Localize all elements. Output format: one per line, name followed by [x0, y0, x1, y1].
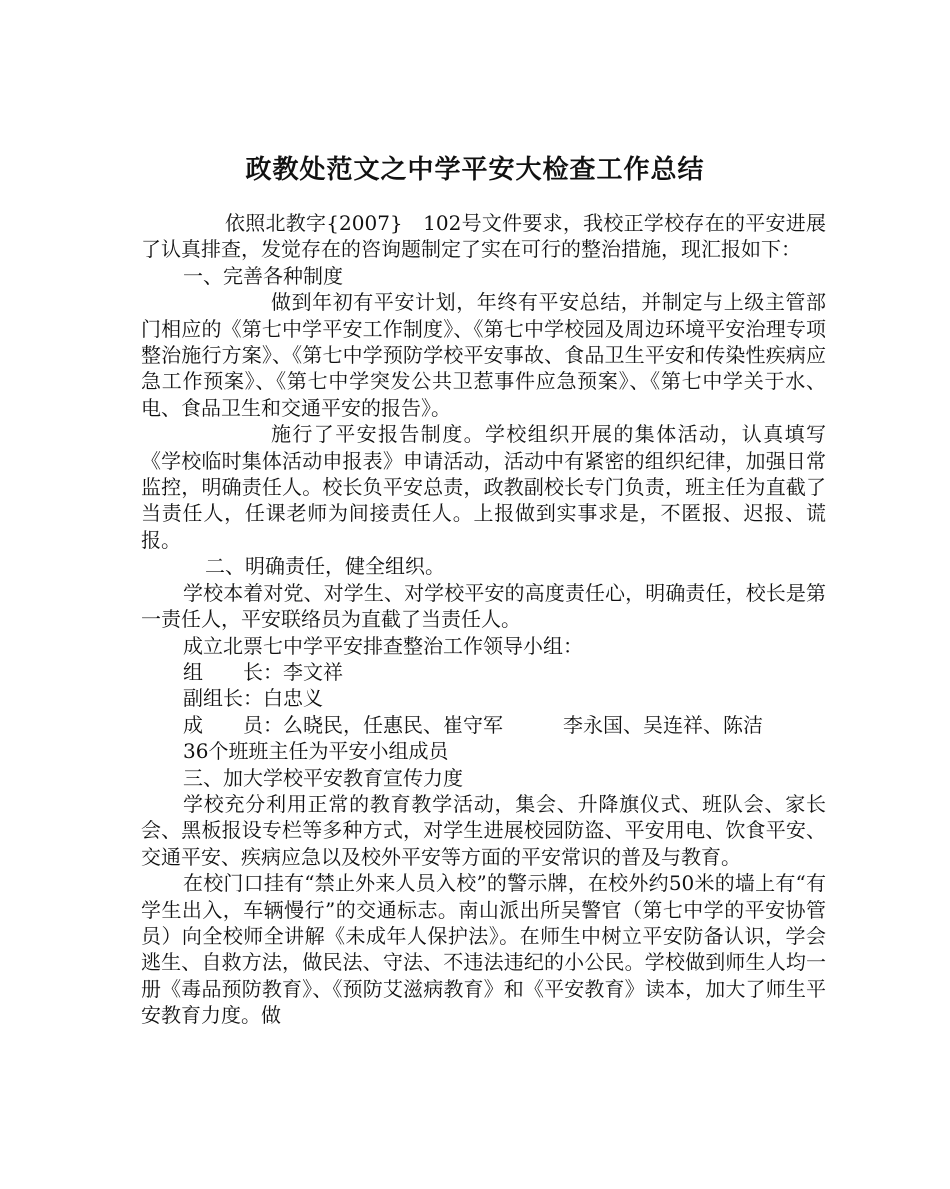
leader-line: 组 长：李文祥	[183, 659, 343, 684]
members-line: 成 员：么晓民，任惠民、崔守军 李永国、吴连祥、陈洁	[183, 712, 763, 737]
body-paragraph: 学校本着对党、对学生、对学校平安的高度责任心，明确责任，校长是第一责任人，平安联络员为直截了当责任人。	[141, 580, 826, 632]
section-heading-2: 二、明确责任，健全组织。	[205, 554, 445, 579]
document-body	[141, 210, 826, 1029]
section-heading-3: 三、加大学校平安教育宣传力度	[183, 765, 463, 790]
deputy-leader-line: 副组长：白忠义	[183, 686, 323, 711]
body-paragraph: 36个班班主任为平安小组成员	[183, 739, 449, 764]
body-paragraph: 施行了平安报告制度。学校组织开展的集体活动，认真填写《学校临时集体活动申报表》申请活动，活动中有紧密的组织纪律，加强日常监控，明确责任人。校长负平安总责，政教副校长专门负责，班主任为直截了当责任人，任课老师为间接责任人。上报做到实事求是，不匿报、迟报、谎报。	[141, 422, 826, 552]
document-title: 政教处范文之中学平安大检查工作总结	[245, 155, 705, 186]
section-heading-1: 一、完善各种制度	[183, 263, 343, 288]
body-paragraph: 学校充分利用正常的教育教学活动，集会、升降旗仪式、班队会、家长会、黑板报设专栏等多种方式，对学生进展校园防盗、平安用电、饮食平安、交通平安、疾病应急以及校外平安等方面的平安常识的普及与教育。	[141, 791, 826, 869]
intro-paragraph: 依照北教字{2007} 102号文件要求，我校正学校存在的平安进展了认真排查，发觉存在的咨询题制定了实在可行的整治措施，现汇报如下：	[141, 211, 826, 262]
body-paragraph: 成立北票七中学平安排查整治工作领导小组：	[183, 633, 583, 658]
body-paragraph: 做到年初有平安计划，年终有平安总结，并制定与上级主管部门相应的《第七中学平安工作制度》、《第七中学校园及周边环境平安治理专项整治施行方案》、《第七中学预防学校平安事故、食品卫生平安和传染性疾病应急工作预案》、《第七中学突发公共卫惹事件应急预案》、《第七中学关于水、电、食品卫生和交通平安的报告》。	[141, 290, 826, 420]
body-paragraph: 在校门口挂有“禁止外来人员入校”的警示牌，在校外约50米的墙上有“有学生出入，车辆慢行”的交通标志。南山派出所吴警官（第七中学的平安协管员）向全校师全讲解《未成年人保护法》。在师生中树立平安防备认识，学会逃生、自救方法，做民法、守法、不违法违纪的小公民。学校做到师生人均一册《毒品预防教育》、《预防艾滋病教育》和《平安教育》读本，加大了师生平安教育力度。做	[141, 871, 826, 1028]
